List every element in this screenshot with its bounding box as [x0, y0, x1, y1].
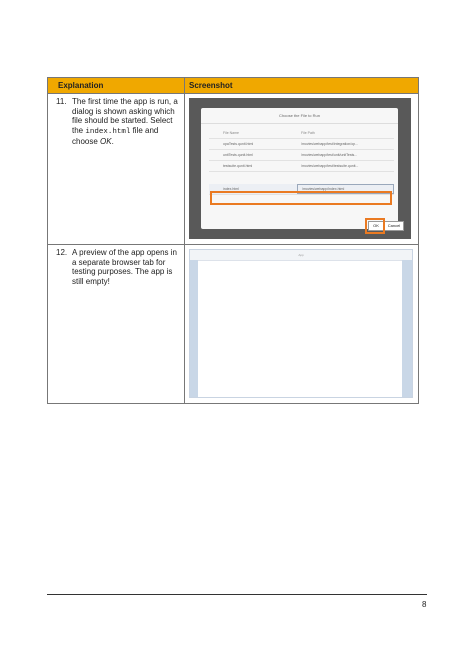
step-number: 11. — [56, 97, 67, 106]
table-row — [48, 94, 418, 245]
file-row[interactable]: opaTests.qunit.html /movies/webapp/test/integration/op... — [209, 139, 394, 150]
app-preview-screenshot — [189, 249, 413, 398]
file-row-selected[interactable]: index.html /movies/webapp/index.html — [209, 184, 394, 195]
step-number: 12. — [56, 248, 68, 257]
file-grid — [209, 128, 394, 195]
highlight-ok-button — [365, 218, 385, 234]
preview-scrollbar[interactable] — [402, 260, 412, 397]
header-screenshot: Screenshot — [189, 81, 233, 90]
footer-rule — [47, 594, 427, 595]
code-filename: index.html — [85, 127, 131, 136]
explanation-step-11 — [48, 94, 184, 147]
preview-tab-bar: App — [190, 250, 412, 261]
instructions-table — [47, 77, 419, 404]
col-file-path: File Path — [301, 131, 315, 135]
table-header — [48, 78, 418, 94]
explanation-step-12 — [48, 245, 184, 286]
preview-left-margin — [190, 260, 198, 397]
step-text: The first time the app is run, a dialog is shown asking which file should be started. Select the index.html file and choose OK. — [72, 97, 178, 146]
grid-header — [209, 128, 394, 139]
cancel-button[interactable]: Cancel — [384, 221, 404, 231]
step-text: A preview of the app opens in a separate browser tab for testing purposes. The app is still empty! — [72, 248, 177, 286]
dialog-screenshot — [189, 98, 411, 239]
file-row[interactable]: unitTests.qunit.html /movies/webapp/test/unit/unitTests... — [209, 150, 394, 161]
ok-button[interactable]: OK — [368, 221, 384, 231]
table-row — [48, 245, 418, 403]
header-explanation: Explanation — [48, 78, 185, 93]
col-file-name: File Name — [223, 131, 239, 135]
file-chooser-dialog — [201, 108, 401, 229]
file-row[interactable]: testsuite.qunit.html /movies/webapp/test/testsuite.qunit... — [209, 161, 394, 172]
page-number: 8 — [422, 600, 427, 609]
dialog-title: Choose the File to Run — [201, 108, 398, 124]
highlight-index-row — [210, 191, 392, 205]
emph-ok: OK — [100, 137, 112, 146]
